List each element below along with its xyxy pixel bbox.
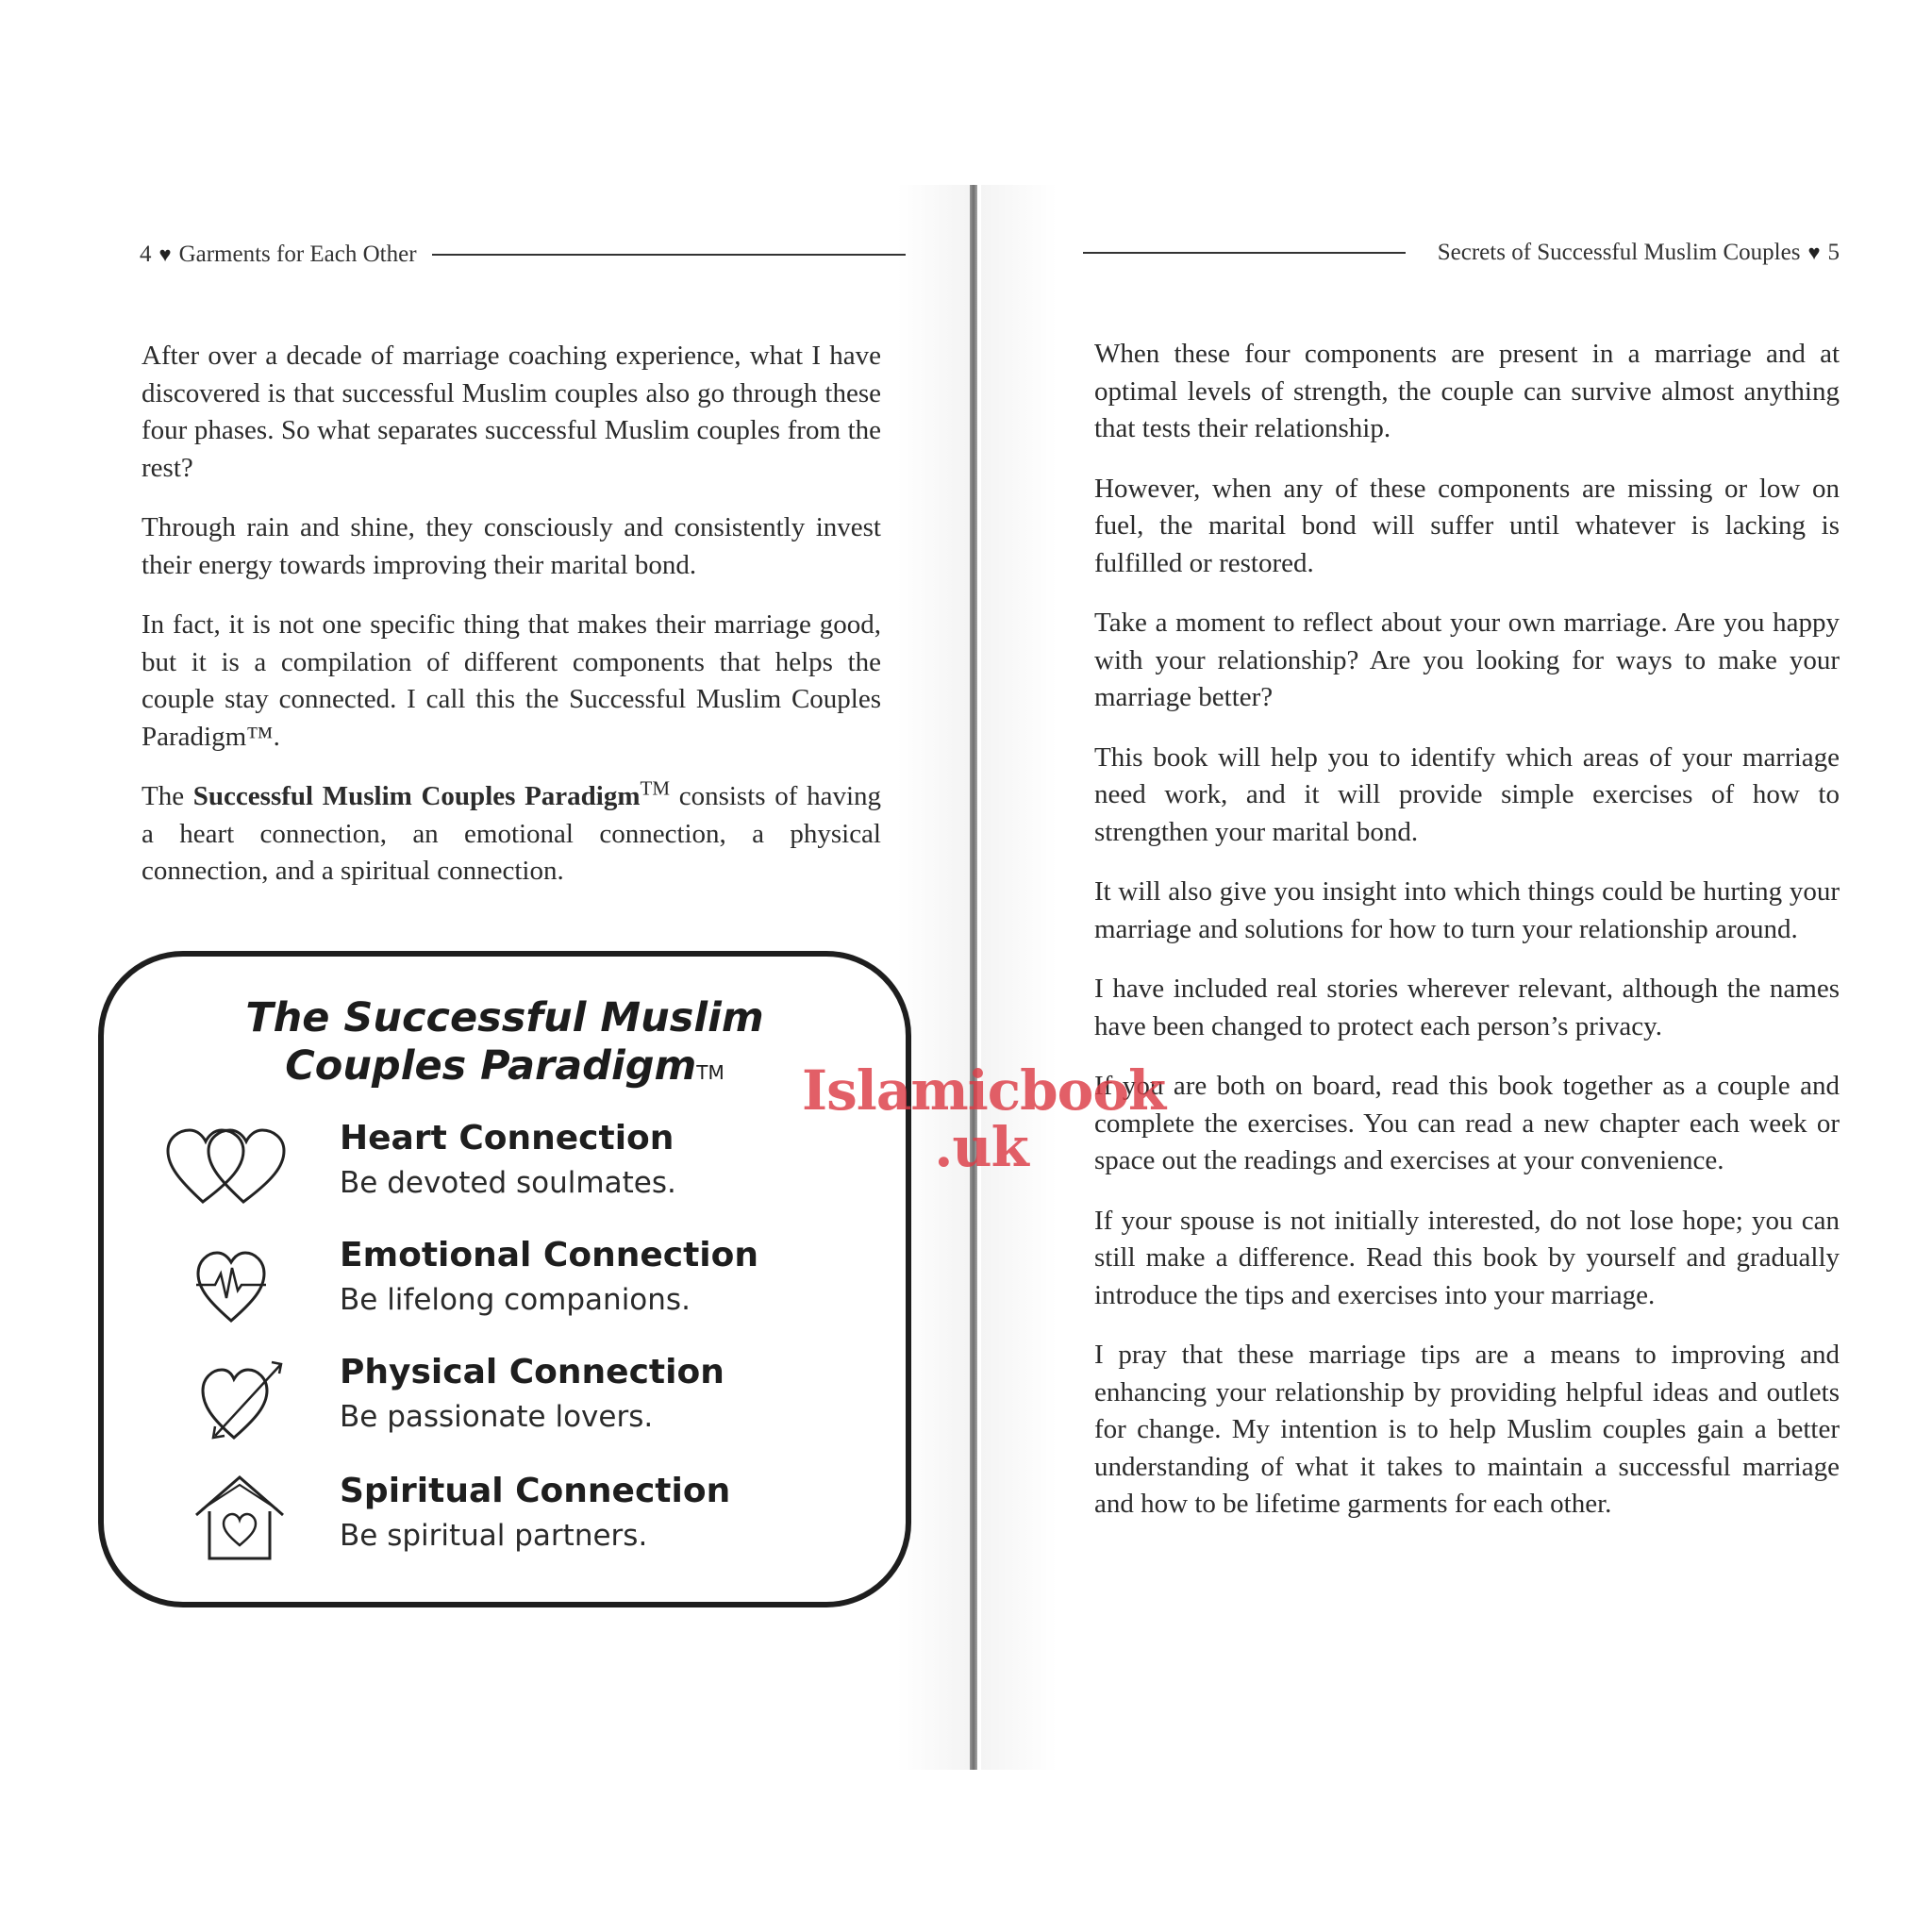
paragraph: If your spouse is not initially interested, do not lose hope; you can still make a difference. Read this book by yourself and gradually introduce the tips and exercises into your marriage. <box>1094 1205 1840 1310</box>
paragraph: I have included real stories wherever relevant, although the names have been changed to protect each person’s privacy. <box>1094 974 1840 1041</box>
trademark: TM <box>640 776 671 800</box>
paragraph: However, when any of these components are missing or low on fuel, the marital bond will suffer until whatever is lacking is fulfilled or restored. <box>1094 473 1840 578</box>
connection-title: Heart Connection <box>340 1119 675 1158</box>
paragraph-suffix: consists of having a heart connection, an emotional connection, a physical connection, and a spiritual connection. <box>142 781 882 886</box>
paragraph: After over a decade of marriage coaching experience, what I have discovered is that successful Muslim couples also go through these four phases. So what separates successful Muslim couples from the rest? <box>142 341 881 483</box>
right-book-title: Secrets of Successful Muslim Couples <box>1437 240 1801 265</box>
connection-description: Be passionate lovers. <box>340 1400 654 1434</box>
arrow-heart-icon <box>160 1353 292 1447</box>
paragraph: Through rain and shine, they consciously and consistently invest their energy towards improving their marital bond. <box>142 512 881 580</box>
paragraph: In fact, it is not one specific thing that makes their marriage good, but it is a compilation of different components that helps the couple stay connected. I call this the Successful Muslim Couples Paradigm™. <box>142 609 881 752</box>
connection-item-physical <box>104 1353 906 1457</box>
paragraph: It will also give you insight into which things could be hurting your marriage and solutions for how to turn your relationship around. <box>1094 876 1840 944</box>
paragraph: When these four components are present in a marriage and at optimal levels of strength, the couple can survive almost anything that tests their relationship. <box>1094 339 1840 443</box>
paragraph: I pray that these marriage tips are a means to improving and enhancing your relationship by providing helpful ideas and outlets for change. My intention is to help Muslim couples gain a better understanding of what it takes to maintain a successful marriage and how to be lifetime garments for each other. <box>1094 1340 1840 1519</box>
house-heart-icon <box>160 1472 292 1566</box>
paragraph: This book will help you to identify which areas of your marriage need work, and it will provide simple exercises of how to strengthen your marital bond. <box>1094 741 1840 847</box>
left-page-number: 4 <box>140 242 152 267</box>
connection-item-spiritual <box>104 1472 906 1575</box>
heart-icon: ♥ <box>158 242 172 266</box>
left-book-title: Garments for Each Other <box>178 242 417 267</box>
paragraph-prefix: The <box>142 781 193 811</box>
connection-title: Physical Connection <box>340 1353 724 1391</box>
header-rule <box>432 254 906 256</box>
box-title-line-1: The Successful Muslim <box>245 994 764 1041</box>
paradigm-box <box>98 951 911 1607</box>
paragraph: If you are both on board, read this book together as a couple and complete the exercises. You can read a new chapter each week or space out the readings and exercises at your convenience. <box>1094 1071 1840 1175</box>
heart-icon: ♥ <box>1807 241 1821 264</box>
paradigm-paragraph <box>142 778 881 891</box>
paradigm-name: Successful Muslim Couples Paradigm <box>192 781 641 811</box>
book-spread <box>0 185 1932 1770</box>
watermark-line-2: .uk <box>934 1115 1028 1179</box>
connection-description: Be lifelong companions. <box>340 1283 691 1317</box>
left-text-column <box>142 338 881 913</box>
heartbeat-heart-icon <box>160 1236 292 1330</box>
two-hearts-icon <box>160 1119 292 1213</box>
connection-title: Spiritual Connection <box>340 1472 731 1510</box>
left-page <box>0 185 975 1770</box>
watermark-logo <box>802 1058 1166 1179</box>
right-text-column <box>1094 336 1840 1546</box>
box-title-line-2 <box>104 1042 906 1097</box>
connection-description: Be devoted soulmates. <box>340 1166 676 1200</box>
connection-description: Be spiritual partners. <box>340 1519 648 1553</box>
connection-item-heart <box>104 1119 906 1223</box>
box-title <box>104 994 906 1097</box>
right-page-number: 5 <box>1827 240 1840 265</box>
box-title-line-2-text: Couples Paradigm <box>285 1042 697 1090</box>
left-running-head <box>140 242 906 268</box>
connection-item-emotional <box>104 1236 906 1340</box>
connection-title: Emotional Connection <box>340 1236 758 1274</box>
book-gutter <box>970 185 977 1770</box>
right-running-head <box>1083 240 1840 266</box>
paragraph: Take a moment to reflect about your own marriage. Are you happy with your relationship? Are you looking for ways to make your marriage better? <box>1094 608 1840 712</box>
header-rule <box>1083 252 1406 254</box>
trademark: TM <box>696 1061 724 1084</box>
watermark-line-1: Islamicbook <box>802 1058 1166 1123</box>
